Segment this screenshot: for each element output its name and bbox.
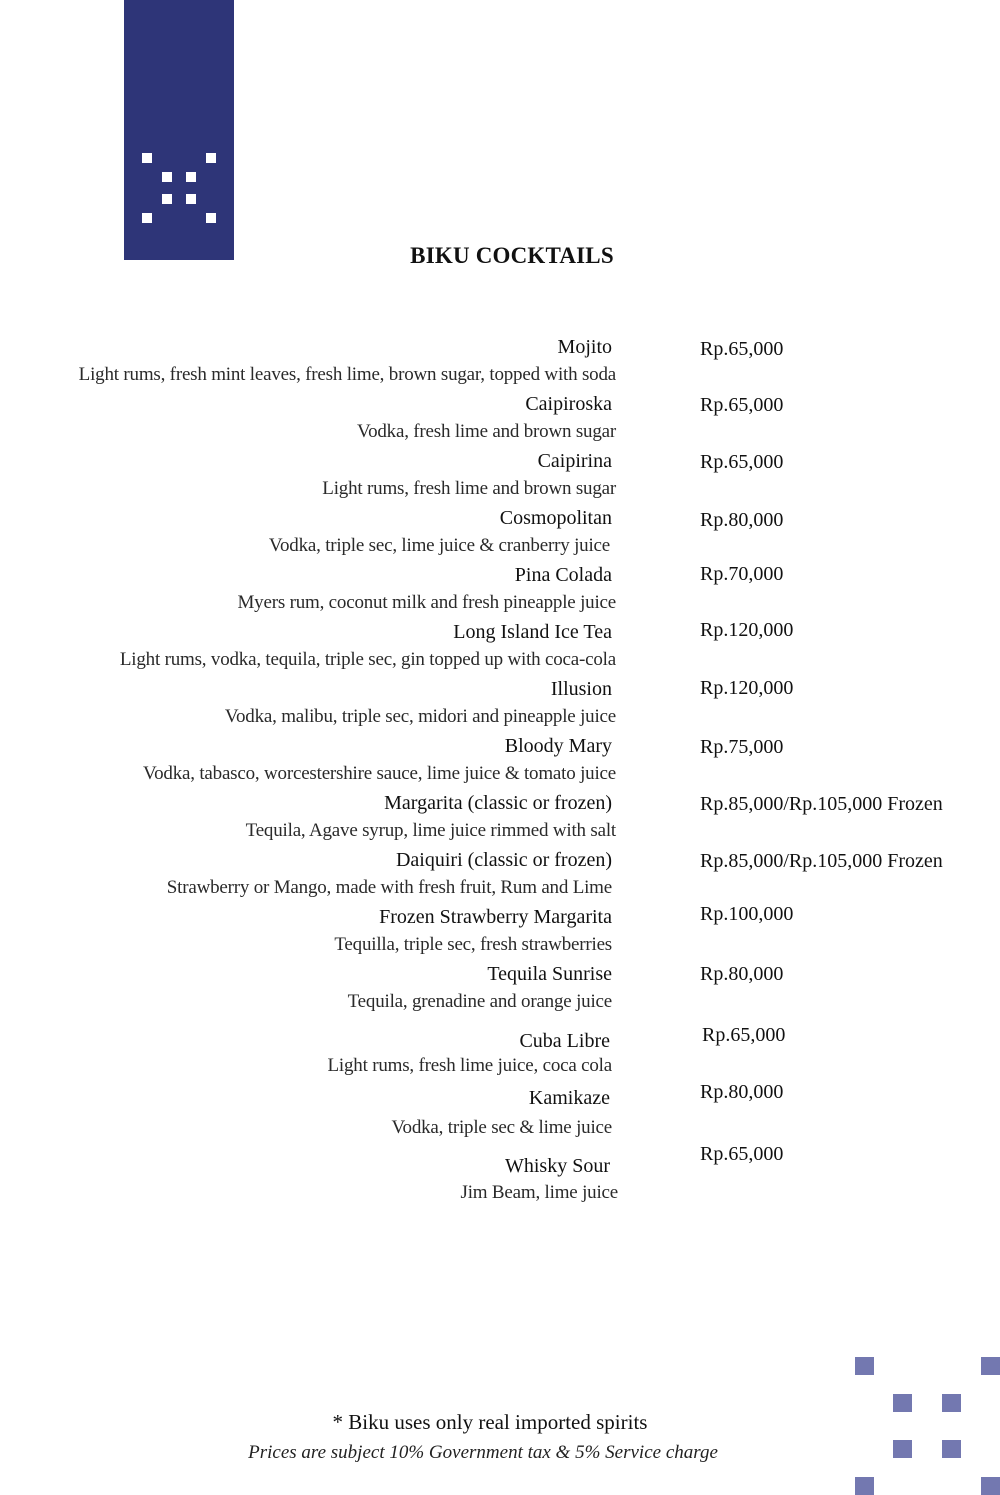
item-price: Rp.85,000/Rp.105,000 Frozen bbox=[700, 793, 943, 815]
item-name: Caipirina bbox=[537, 450, 612, 472]
item-name: Margarita (classic or frozen) bbox=[384, 792, 612, 814]
item-price: Rp.80,000 bbox=[700, 963, 784, 985]
logo-square bbox=[142, 213, 152, 223]
brand-banner bbox=[124, 0, 234, 260]
item-price: Rp.65,000 bbox=[700, 451, 784, 473]
logo-square bbox=[142, 153, 152, 163]
logo-square bbox=[206, 213, 216, 223]
tax-note: Prices are subject 10% Government tax & 5% Service charge bbox=[248, 1442, 718, 1463]
item-name: Kamikaze bbox=[528, 1087, 610, 1109]
logo-square bbox=[162, 194, 172, 204]
item-name: Caipiroska bbox=[525, 393, 612, 415]
item-name: Illusion bbox=[550, 678, 612, 700]
logo-square bbox=[206, 153, 216, 163]
item-description: Strawberry or Mango, made with fresh fruit, Rum and Lime bbox=[166, 877, 612, 898]
item-price: Rp.65,000 bbox=[700, 338, 784, 360]
item-description: Vodka, tabasco, worcestershire sauce, lime juice & tomato juice bbox=[143, 763, 616, 784]
item-description: Vodka, triple sec, lime juice & cranberry juice bbox=[268, 535, 610, 556]
item-name: Tequila Sunrise bbox=[487, 963, 612, 985]
item-name: Frozen Strawberry Margarita bbox=[379, 906, 612, 928]
item-name: Cuba Libre bbox=[519, 1030, 610, 1052]
logo-square bbox=[186, 194, 196, 204]
item-description: Tequila, Agave syrup, lime juice rimmed with salt bbox=[245, 820, 616, 841]
menu-title: BIKU COCKTAILS bbox=[410, 243, 614, 268]
item-name: Cosmopolitan bbox=[499, 507, 612, 529]
item-description: Vodka, fresh lime and brown sugar bbox=[357, 421, 616, 442]
item-price: Rp.85,000/Rp.105,000 Frozen bbox=[700, 850, 943, 872]
item-name: Long Island Ice Tea bbox=[453, 621, 612, 643]
item-name: Mojito bbox=[557, 336, 612, 358]
item-price: Rp.70,000 bbox=[700, 563, 784, 585]
logo-square bbox=[162, 172, 172, 182]
item-description: Light rums, fresh mint leaves, fresh lime, brown sugar, topped with soda bbox=[78, 364, 616, 385]
item-description: Light rums, fresh lime juice, coca cola bbox=[327, 1055, 612, 1076]
item-name: Pina Colada bbox=[514, 564, 612, 586]
item-description: Myers rum, coconut milk and fresh pineapple juice bbox=[237, 592, 616, 613]
item-price: Rp.65,000 bbox=[700, 394, 784, 416]
item-description: Vodka, triple sec & lime juice bbox=[391, 1117, 612, 1138]
item-name: Daiquiri (classic or frozen) bbox=[395, 849, 612, 871]
item-description: Tequila, grenadine and orange juice bbox=[347, 991, 612, 1012]
item-price: Rp.75,000 bbox=[700, 736, 784, 758]
logo-square bbox=[186, 172, 196, 182]
item-description: Tequilla, triple sec, fresh strawberries bbox=[334, 934, 612, 955]
item-price: Rp.120,000 bbox=[700, 619, 794, 641]
corner-square bbox=[855, 1477, 874, 1495]
item-name: Bloody Mary bbox=[504, 735, 612, 757]
spirits-note: * Biku uses only real imported spirits bbox=[332, 1410, 648, 1434]
item-price: Rp.80,000 bbox=[700, 1081, 784, 1103]
item-price: Rp.65,000 bbox=[702, 1024, 786, 1046]
item-description: Light rums, fresh lime and brown sugar bbox=[322, 478, 616, 499]
item-price: Rp.65,000 bbox=[700, 1143, 784, 1165]
item-description: Jim Beam, lime juice bbox=[460, 1182, 618, 1203]
item-name: Whisky Sour bbox=[505, 1155, 610, 1177]
item-description: Light rums, vodka, tequila, triple sec, gin topped up with coca-cola bbox=[119, 649, 616, 670]
corner-square bbox=[981, 1477, 1000, 1495]
corner-square bbox=[855, 1357, 874, 1375]
corner-square bbox=[981, 1357, 1000, 1375]
item-price: Rp.80,000 bbox=[700, 509, 784, 531]
item-price: Rp.120,000 bbox=[700, 677, 794, 699]
item-description: Vodka, malibu, triple sec, midori and pineapple juice bbox=[224, 706, 616, 727]
item-price: Rp.100,000 bbox=[700, 903, 794, 925]
